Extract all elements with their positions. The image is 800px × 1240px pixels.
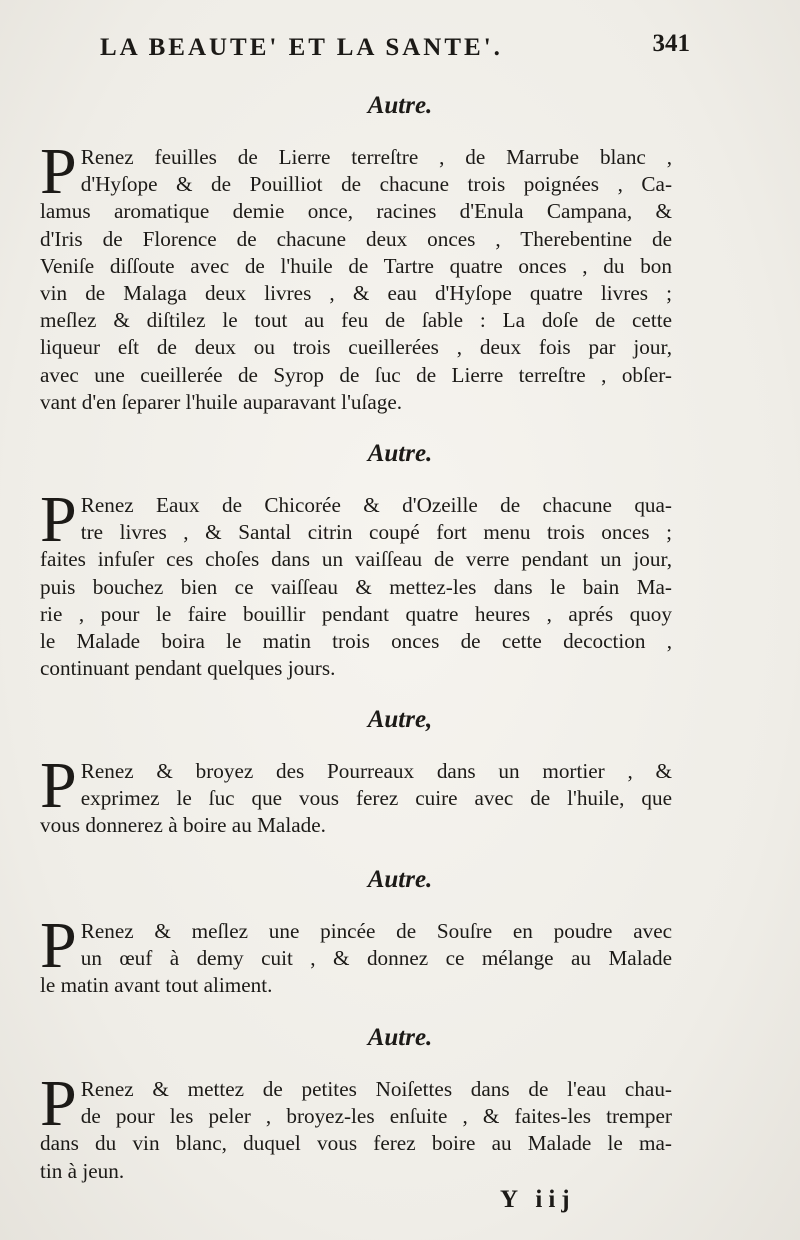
section-heading: Autre, [367, 706, 433, 733]
text-line: Veniſe diſſoute avec de l'huile de Tartre quatre onces , du bon [40, 253, 672, 278]
recipe-paragraph [40, 749, 672, 840]
drop-cap: P [40, 135, 77, 208]
text-line: d'Iris de Florence de chacune deux onces , Therebentine de [40, 226, 672, 251]
text-line: vin de Malaga deux livres , & eau d'Hyſope quatre livres ; [40, 281, 672, 306]
recipe-paragraph [40, 135, 672, 416]
text-line: Renez & meſlez une pincée de Souſre en poudre avec [80, 919, 672, 943]
text-line: exprimez le ſuc que vous ferez cuire avec de l'huile, que [80, 786, 672, 811]
running-head [100, 30, 690, 62]
section-heading: Autre. [367, 92, 433, 119]
text-line: lamus aromatique demie once, racines d'Enula Campana, & [40, 199, 672, 224]
text-line: tre livres , & Santal citrin coupé fort menu trois onces ; [80, 520, 672, 545]
section-heading: Autre. [367, 866, 433, 893]
text-line: vous donnerez à boire au Malade. [40, 813, 326, 838]
section-heading: Autre. [367, 440, 433, 467]
running-head-title: LA BEAUTE' ET LA SANTE'. [100, 34, 503, 61]
text-line: avec une cueillerée de Syrop de ſuc de Lierre terreſtre , obſer- [40, 362, 672, 387]
text-line: de pour les peler , broyez-les enſuite , & faites-les tremper [80, 1104, 672, 1129]
drop-cap: P [40, 749, 77, 822]
text-line: le Malade boira le matin trois onces de cette decoction , [40, 629, 672, 654]
text-line: Renez feuilles de Lierre terreſtre , de Marrube blanc , [80, 145, 672, 169]
text-line: vant d'en ſeparer l'huile auparavant l'uſage. [40, 389, 403, 414]
drop-cap: P [40, 1067, 77, 1140]
text-line: liqueur eſt de deux ou trois cueillerées , deux fois par jour, [40, 335, 672, 360]
text-line: Renez & broyez des Pourreaux dans un mortier , & [80, 759, 672, 783]
text-line: meſlez & diſtilez le tout au feu de ſable : La doſe de cette [40, 308, 672, 333]
page-number: 341 [652, 30, 690, 57]
recipe-paragraph [40, 909, 672, 1000]
text-line: puis bouchez bien ce vaiſſeau & mettez-les dans le bain Ma- [40, 574, 672, 599]
recipe-paragraph [40, 1067, 672, 1185]
text-line: un œuf à demy cuit , & donnez ce mélange au Malade [80, 946, 672, 971]
text-line: continuant pendant quelques jours. [40, 656, 336, 681]
text-line: Renez Eaux de Chicorée & d'Ozeille de chacune qua- [80, 493, 672, 517]
text-line: tin à jeun. [40, 1158, 125, 1183]
text-line: faites infuſer ces choſes dans un vaiſſeau de verre pendant un jour, [40, 547, 672, 572]
text-line: Renez & mettez de petites Noiſettes dans de l'eau chau- [80, 1077, 672, 1101]
text-line: d'Hyſope & de Pouilliot de chacune trois poignées , Ca- [80, 172, 672, 197]
signature-mark: Y iij [500, 1186, 576, 1213]
drop-cap: P [40, 909, 77, 982]
text-line: rie , pour le faire bouillir pendant quatre heures , aprés quoy [40, 601, 672, 626]
recipe-paragraph [40, 483, 672, 682]
drop-cap: P [40, 483, 77, 556]
text-line: dans du vin blanc, duquel vous ferez boire au Malade le ma- [40, 1131, 672, 1156]
text-line: le matin avant tout aliment. [40, 973, 273, 998]
section-heading: Autre. [367, 1024, 433, 1051]
